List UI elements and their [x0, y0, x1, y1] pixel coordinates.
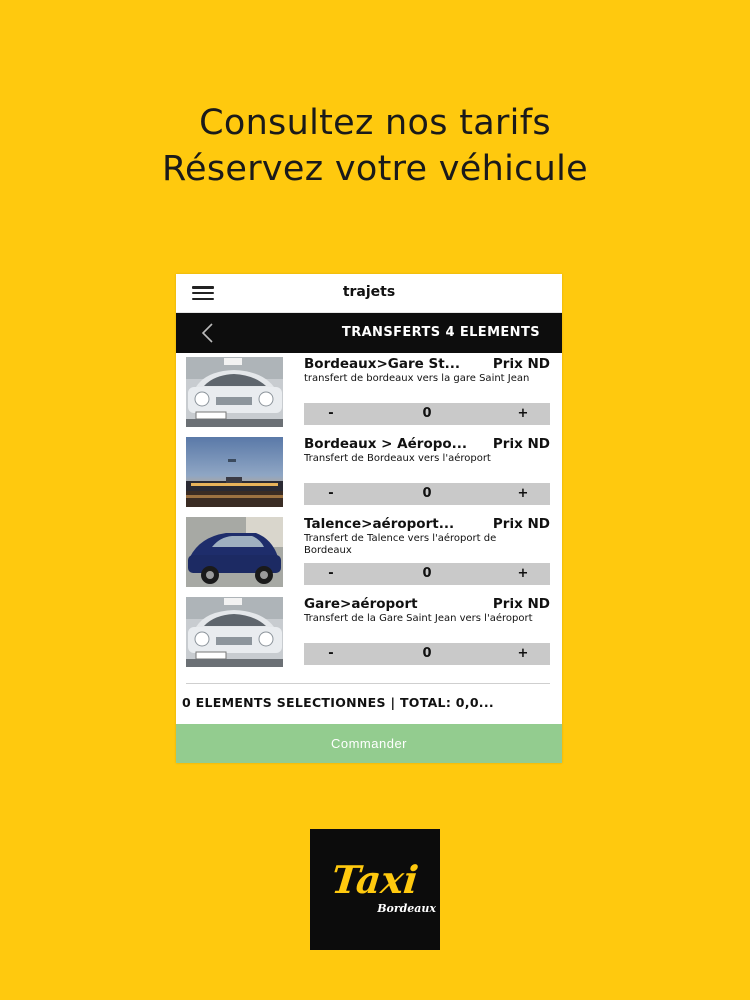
item-description: Transfert de Bordeaux vers l'aéroport: [304, 453, 491, 464]
item-description: Transfert de la Gare Saint Jean vers l'aéroport: [304, 613, 533, 624]
item-title[interactable]: Bordeaux > Aéropo...: [304, 436, 468, 452]
headline-line-1: Consultez nos tarifs: [199, 103, 551, 143]
quantity-value: 0: [422, 406, 432, 421]
quantity-value: 0: [422, 646, 432, 661]
increment-button[interactable]: +: [517, 646, 529, 661]
transfer-list: [176, 354, 562, 674]
headline-line-2: Réservez votre véhicule: [161, 149, 589, 189]
list-item: [176, 594, 562, 674]
item-title[interactable]: Gare>aéroport: [304, 596, 418, 612]
divider: [186, 683, 550, 684]
decrement-button[interactable]: -: [328, 406, 334, 421]
blue-car-image: [186, 517, 283, 587]
increment-button[interactable]: +: [517, 486, 529, 501]
increment-button[interactable]: +: [517, 566, 529, 581]
item-title[interactable]: Talence>aéroport...: [304, 516, 455, 532]
list-item: [176, 354, 562, 434]
decrement-button[interactable]: -: [328, 566, 334, 581]
decrement-button[interactable]: -: [328, 646, 334, 661]
quantity-value: 0: [422, 486, 432, 501]
section-title: TRANSFERTS 4 ELEMENTS: [341, 325, 540, 340]
bordeaux-skyline-image: [186, 437, 283, 507]
order-button[interactable]: Commander: [176, 724, 562, 763]
quantity-stepper: [304, 643, 550, 665]
item-thumbnail: [186, 597, 283, 667]
item-title[interactable]: Bordeaux>Gare St...: [304, 356, 461, 372]
taxi-car-image: [186, 597, 283, 667]
taxi-car-image: [186, 357, 283, 427]
list-item: [176, 514, 562, 594]
decrement-button[interactable]: -: [328, 486, 334, 501]
logo-word-taxi: Taxi: [329, 857, 421, 902]
item-price: Prix ND: [492, 436, 550, 452]
quantity-stepper: [304, 563, 550, 585]
app-header: [176, 274, 562, 313]
item-thumbnail: [186, 437, 283, 507]
list-item: [176, 434, 562, 514]
item-description: Transfert de Talence vers l'aéroport de Bordeaux: [304, 533, 497, 556]
quantity-value: 0: [422, 566, 432, 581]
quantity-stepper: [304, 403, 550, 425]
chevron-left-icon[interactable]: [198, 322, 220, 344]
section-toolbar: [176, 313, 562, 353]
item-thumbnail: [186, 517, 283, 587]
app-screenshot: [176, 274, 562, 763]
item-thumbnail: [186, 357, 283, 427]
quantity-stepper: [304, 483, 550, 505]
selection-summary: 0 ELEMENTS SELECTIONNES | TOTAL: 0,0...: [182, 695, 494, 710]
item-description: transfert de bordeaux vers la gare Saint Jean: [304, 373, 530, 384]
item-price: Prix ND: [492, 596, 550, 612]
promo-headline: [0, 100, 750, 192]
app-header-title: trajets: [342, 284, 396, 300]
taxi-bordeaux-logo: [310, 829, 440, 950]
item-price: Prix ND: [492, 516, 550, 532]
increment-button[interactable]: +: [517, 406, 529, 421]
logo-word-bordeaux: Bordeaux: [377, 902, 436, 915]
item-price: Prix ND: [492, 356, 550, 372]
